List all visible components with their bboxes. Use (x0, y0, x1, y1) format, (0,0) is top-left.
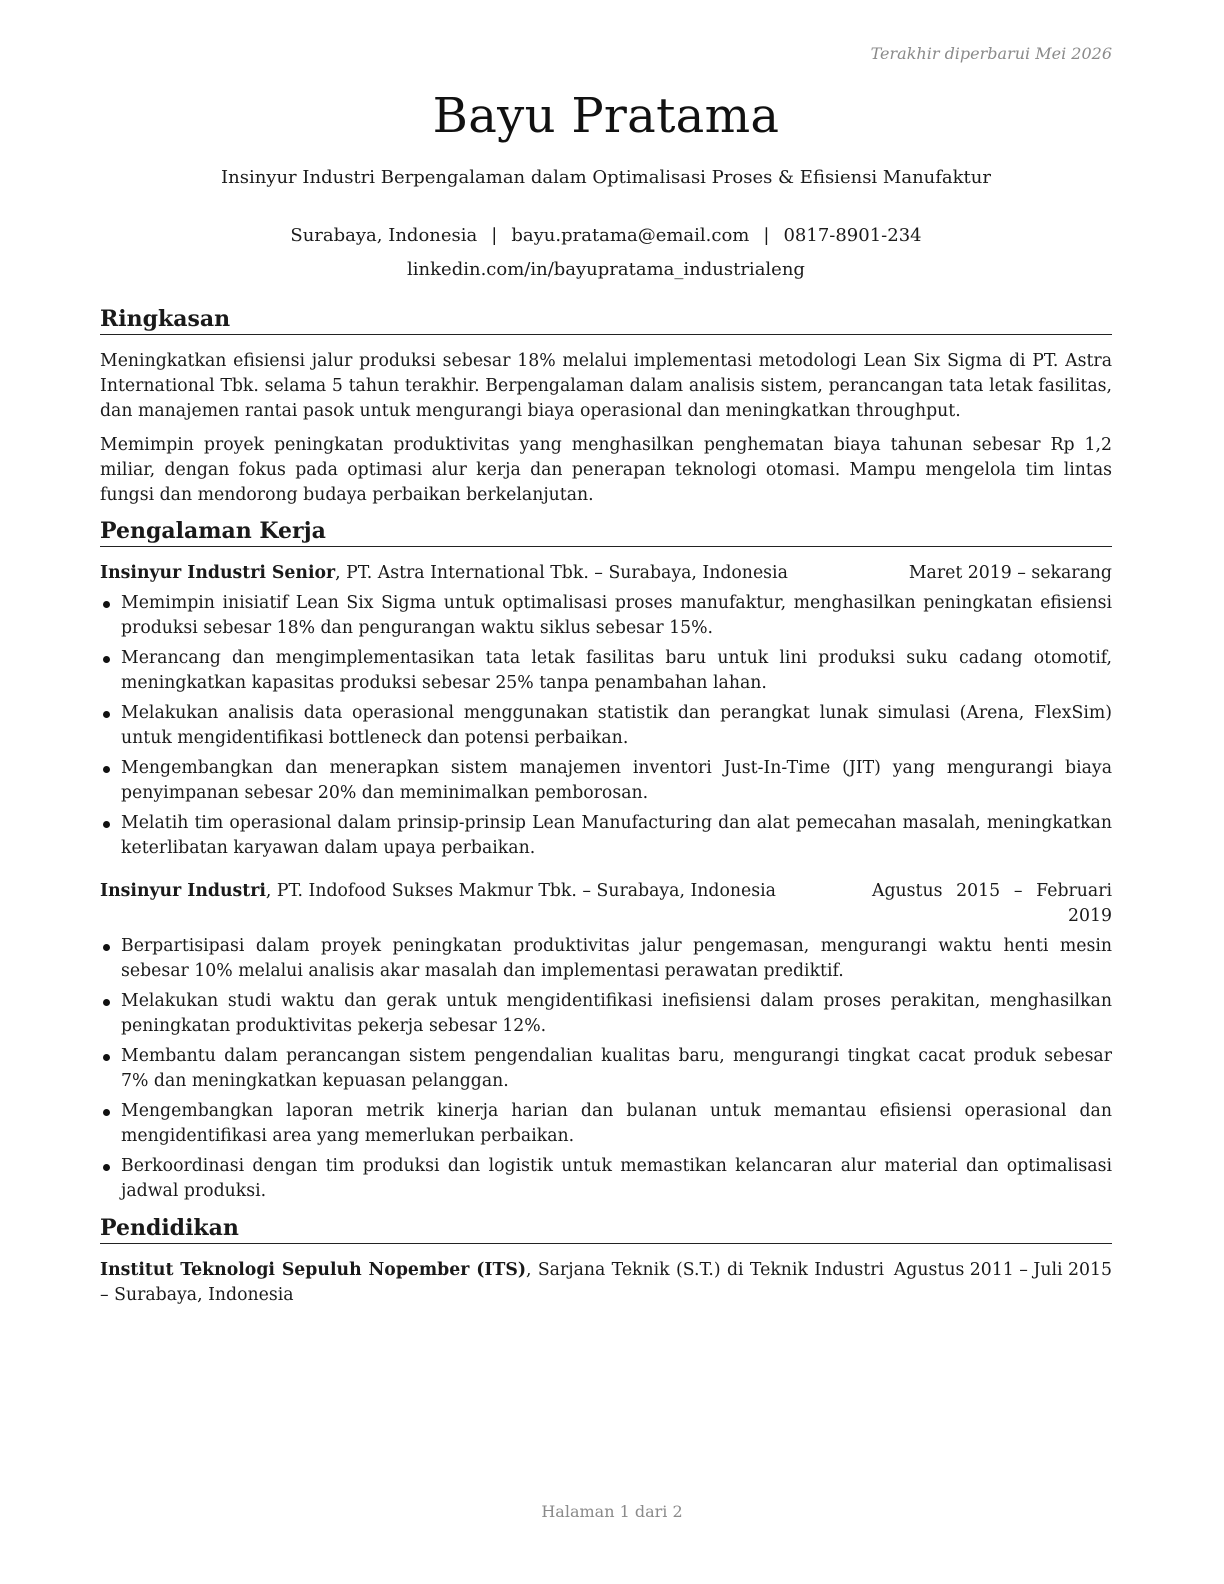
list-item: Berpartisipasi dalam proyek peningkatan produktivitas jalur pengemasan, mengurangi waktu henti mesin sebesar 10% melalui analisis akar masalah dan implementasi perawatan prediktif. (100, 934, 1112, 984)
contact-linkedin[interactable]: linkedin.com/in/bayupratama_industrialeng (407, 259, 805, 280)
job-dates: Maret 2019 – sekarang (908, 563, 1112, 583)
education-detail: , Sarjana Teknik (S.T.) di Teknik Industri – Surabaya, Indonesia (100, 1260, 884, 1305)
summary-paragraph: Memimpin proyek peningkatan produktivitas yang menghasilkan penghematan biaya tahunan sebesar Rp 1,2 miliar, dengan fokus pada optimasi alur kerja dan penerapan teknologi otomasi. Mampu mengelola tim lintas fungsi dan mendorong budaya perbaikan berkelanjutan. (100, 435, 1112, 505)
job-role: Insinyur Industri (100, 881, 266, 901)
job-bullets (100, 934, 1112, 1204)
job-title-line (100, 561, 902, 586)
contact-info (100, 219, 1112, 287)
list-item: Melakukan studi waktu dan gerak untuk mengidentifikasi inefisiensi dalam proses perakitan, menghasilkan peningkatan produktivitas pekerja sebesar 12%. (100, 989, 1112, 1039)
job-entry (100, 879, 1112, 1204)
summary-section (100, 305, 1112, 508)
section-title: Pendidikan (100, 1214, 1112, 1244)
page-number: Halaman 1 dari 2 (541, 1502, 683, 1521)
job-header (100, 879, 1112, 929)
education-section (100, 1214, 1112, 1308)
contact-line-1 (100, 219, 1112, 253)
job-dates: Agustus 2015 – Februari 2019 (872, 881, 1112, 926)
education-line (100, 1258, 892, 1308)
job-company: , PT. Indofood Sukses Makmur Tbk. – Surabaya, Indonesia (265, 881, 776, 901)
headline: Insinyur Industri Berpengalaman dalam Optimalisasi Proses & Efisiensi Manufaktur (221, 167, 991, 188)
summary-paragraph: Meningkatkan efisiensi jalur produksi sebesar 18% melalui implementasi metodologi Lean Six Sigma di PT. Astra International Tbk. selama 5 tahun terakhir. Berpengalaman dalam analisis sistem, perancangan tata letak fasilitas, dan manajemen rantai pasok untuk mengurangi biaya operasional dan meningkatkan throughput. (100, 351, 1112, 421)
resume-content (100, 305, 1112, 1312)
resume-page (100, 0, 1112, 1584)
job-bullets (100, 591, 1112, 861)
contact-phone: 0817-8901-234 (783, 225, 922, 246)
job-entry (100, 561, 1112, 861)
job-title-line (100, 879, 872, 904)
list-item: Memimpin inisiatif Lean Six Sigma untuk optimalisasi proses manufaktur, menghasilkan peningkatan efisiensi produksi sebesar 18% dan pengurangan waktu siklus sebesar 15%. (100, 591, 1112, 641)
last-updated: Terakhir diperbarui Mei 2026 (870, 44, 1112, 63)
list-item: Berkoordinasi dengan tim produksi dan logistik untuk memastikan kelancaran alur material dan optimalisasi jadwal produksi. (100, 1154, 1112, 1204)
list-item: Melakukan analisis data operasional menggunakan statistik dan perangkat lunak simulasi (Arena, FlexSim) untuk mengidentifikasi bottleneck dan potensi perbaikan. (100, 701, 1112, 751)
list-item: Membantu dalam perancangan sistem pengendalian kualitas baru, mengurangi tingkat cacat produk sebesar 7% dan meningkatkan kepuasan pelanggan. (100, 1044, 1112, 1094)
job-role: Insinyur Industri Senior (100, 563, 336, 583)
contact-email[interactable]: bayu.pratama@email.com (511, 225, 750, 246)
section-title: Ringkasan (100, 305, 1112, 335)
education-entry (100, 1258, 1112, 1308)
experience-section (100, 517, 1112, 1204)
education-institution: Institut Teknologi Sepuluh Nopember (ITS) (100, 1260, 526, 1280)
list-item: Merancang dan mengimplementasikan tata letak fasilitas baru untuk lini produksi suku cadang otomotif, meningkatkan kapasitas produksi sebesar 25% tanpa penambahan lahan. (100, 646, 1112, 696)
list-item: Mengembangkan laporan metrik kinerja harian dan bulanan untuk memantau efisiensi operasional dan mengidentifikasi area yang memerlukan perbaikan. (100, 1099, 1112, 1149)
education-dates: Agustus 2011 – Juli 2015 (893, 1260, 1112, 1280)
list-item: Melatih tim operasional dalam prinsip-prinsip Lean Manufacturing dan alat pemecahan masalah, meningkatkan keterlibatan karyawan dalam upaya perbaikan. (100, 811, 1112, 861)
section-title: Pengalaman Kerja (100, 517, 1112, 547)
contact-separator: | (491, 225, 498, 246)
list-item: Mengembangkan dan menerapkan sistem manajemen inventori Just-In-Time (JIT) yang mengurangi biaya penyimpanan sebesar 20% dan meminimalkan pemborosan. (100, 756, 1112, 806)
job-header (100, 561, 1112, 586)
job-company: , PT. Astra International Tbk. – Surabaya, Indonesia (335, 563, 788, 583)
candidate-name: Bayu Pratama (432, 88, 780, 144)
contact-separator: | (763, 225, 770, 246)
contact-location: Surabaya, Indonesia (290, 225, 478, 246)
